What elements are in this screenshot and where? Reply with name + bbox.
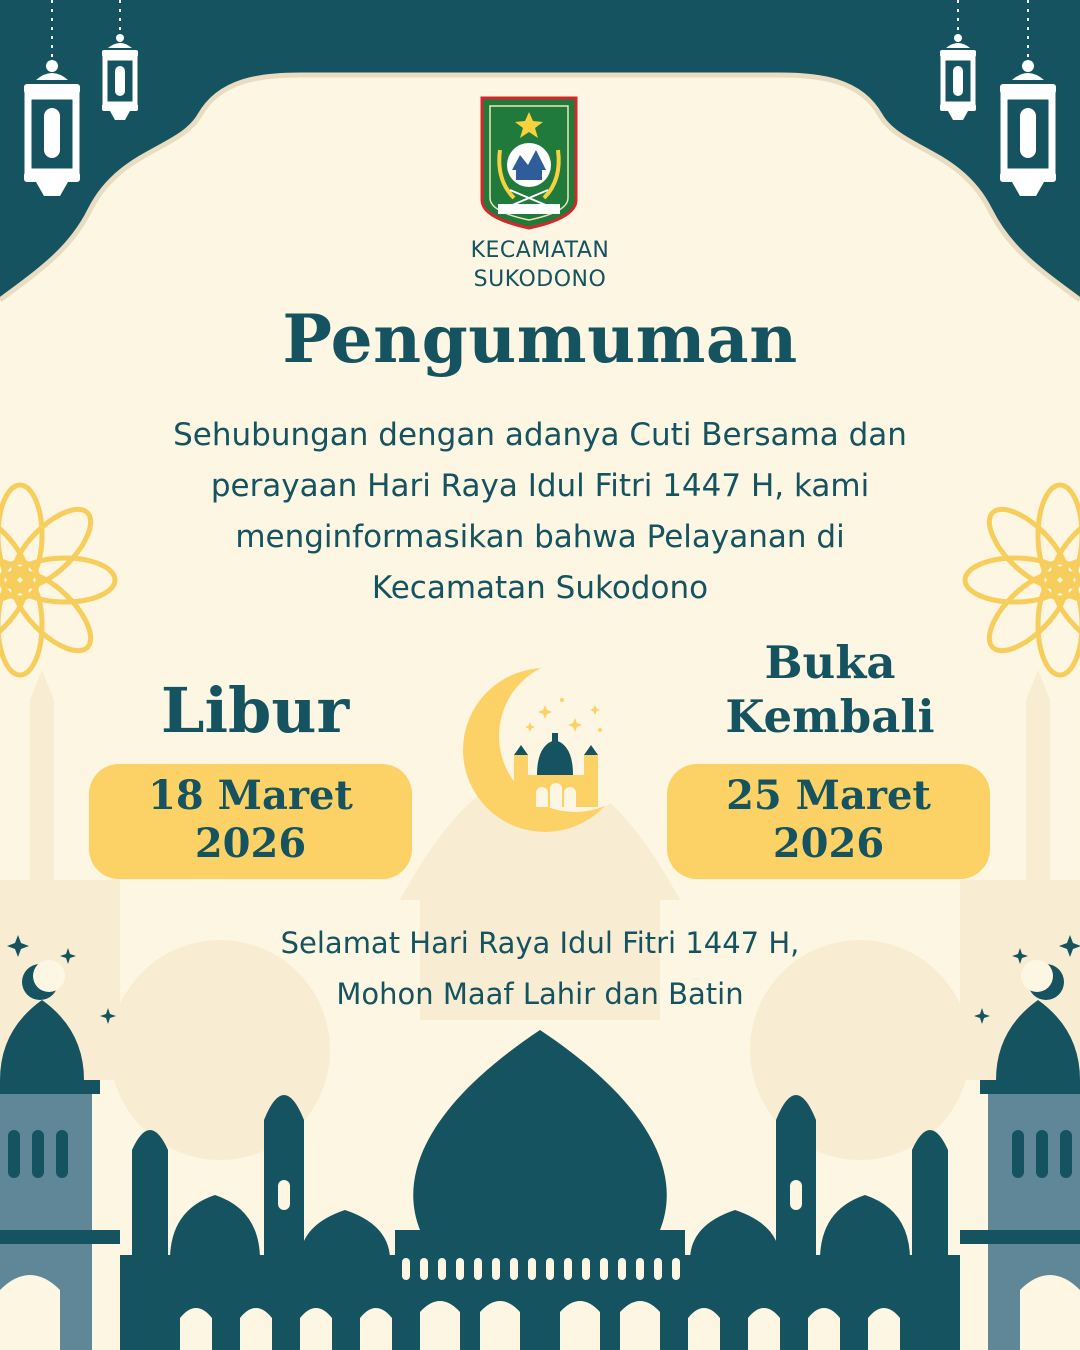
intro-line: perayaan Hari Raya Idul Fitri 1447 H, kami (210, 468, 870, 504)
intro-line: Kecamatan Sukodono (371, 570, 709, 606)
reopen-date-badge (667, 764, 990, 879)
reopen-label (650, 636, 1010, 744)
greeting-text (140, 918, 940, 1020)
reopen-label-line2: Kembali (725, 690, 935, 743)
intro-line: Sehubungan dengan adanya Cuti Bersama dan (173, 417, 907, 453)
reopen-label-line1: Buka (764, 636, 896, 689)
org-name-line1: KECAMATAN (470, 238, 610, 263)
closed-date-line1: 18 Maret (148, 772, 353, 819)
intro-paragraph (100, 410, 980, 614)
org-name-line2: SUKODONO (473, 267, 607, 292)
closed-date-line2: 2026 (194, 820, 307, 867)
closed-date-badge (89, 764, 412, 879)
reopen-date-line2: 2026 (772, 820, 885, 867)
logo-emblem (482, 98, 576, 228)
lotus-ornament (0, 485, 115, 675)
closed-label: Libur (160, 674, 350, 747)
reopen-date-line1: 25 Maret (726, 772, 931, 819)
intro-line: menginformasikan bahwa Pelayanan di (235, 519, 845, 555)
greeting-line: Selamat Hari Raya Idul Fitri 1447 H, (280, 926, 800, 960)
page-title: Pengumuman (282, 300, 798, 378)
greeting-line: Mohon Maaf Lahir dan Batin (336, 977, 744, 1011)
